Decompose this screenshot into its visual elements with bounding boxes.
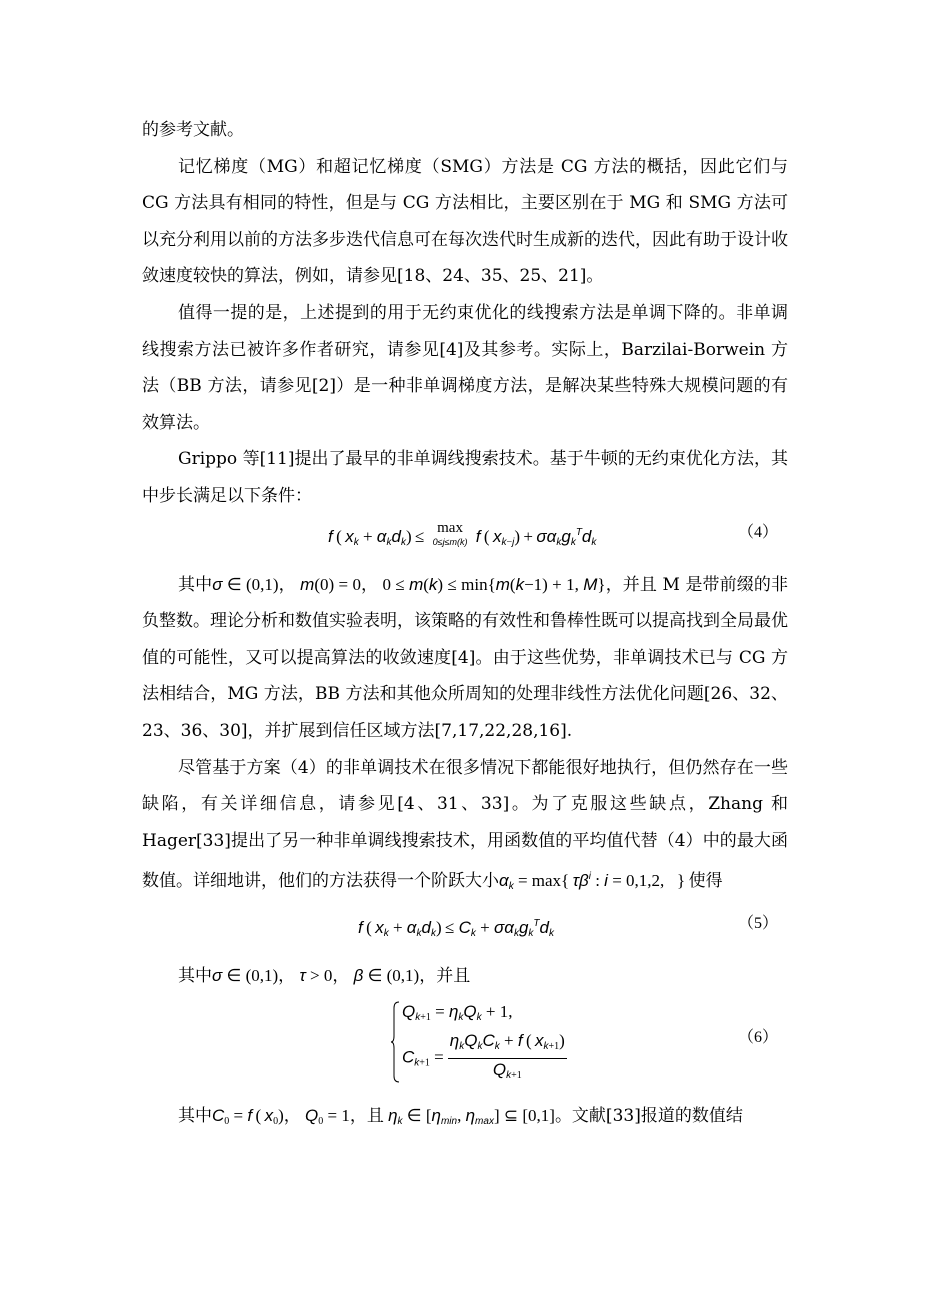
paragraph-3: Grippo 等[11]提出了最早的非单调线搜索技术。基于牛顿的无约束优化方法，其中步长满足以下条件：: [142, 449, 788, 506]
paragraph-7: 其中$C_0 = f$ ( $x_0$)， $Q_0 = 1$，且 $\eta_k$ ∈ [$\eta_{min}$, $\eta_{max}$] ⊆ [0,1]。文献[33]报道的数值结: [178, 1106, 743, 1128]
inline-math: $C_0 = f$ ( $x_0$)， $Q_0 = 1$，且 $\eta_k$ ∈ [$\eta_{min}$, $\eta_{max}$] ⊆ [0,1]: [212, 1106, 555, 1128]
equation-6-number: （6）: [737, 1029, 778, 1047]
paragraph-1: 记忆梯度（MG）和超记忆梯度（SMG）方法是 CG 方法的概括，因此它们与 CG 方法具有相同的特性，但是与 CG 方法相比，主要区别在于 MG 和 SMG 方法可以充分利用以前的方法多步迭代信息可在每次迭代时生成新的迭代，因此有助于设计收敛速度较快的算法，例如，请参见[18、24、35、25、21]。: [142, 156, 788, 287]
paragraph-6: 其中σ ∈ (0,1)， τ > 0， β ∈ (0,1)，并且: [178, 965, 471, 986]
paragraph-4: 其中σ ∈ (0,1)， m(0) = 0， 0 ≤ m(k) ≤ min{m(k−1) + 1, M}，并且 M 是带前缀的非负整数。理论分析和数值实验表明，该策略的有效性和鲁棒性既可以提高找到全局最优值的可能性，又可以提高算法的收敛速度[4]。由于这些优势，非单调技术已与 CG 方法相结合，MG 方法，BB 方法和其他众所周知的处理非线性方法优化问题[26、32、23、36、30]，并扩展到信任区域方法[7,17,22,28,16].: [142, 574, 788, 741]
inline-math: $\alpha_k = \max${ $\tau\beta^i$ : i = 0,1,2, }: [499, 871, 686, 893]
paragraph-0: 的参考文献。: [142, 120, 244, 140]
max-operator: max 0≤j≤m(k): [432, 519, 468, 547]
equation-5-line: [142, 908, 788, 952]
equation-4-number: （4）: [737, 523, 778, 541]
paragraph-5: 尽管基于方案（4）的非单调技术在很多情况下都能很好地执行，但仍然存在一些缺陷，有关详细信息，请参见[4、31、33]。为了克服这些缺点，Zhang 和 Hager[33]提出了另一种非单调线搜索技术，用函数值的平均值代替（4）中的最大函数值。详细地讲，他们的方法获得一个阶跃大小$\alpha_k = \max${ $\tau\beta^i$ : i = 0,1,2, } 使得: [142, 757, 788, 893]
equation-6-line: [142, 996, 788, 1092]
document-page: [142, 112, 788, 1141]
inline-math: σ ∈ (0,1)， τ > 0， β ∈ (0,1): [212, 965, 420, 985]
equation-6: [390, 1000, 610, 1084]
equation-4: f ( $x_k + \alpha_kd_k$) ≤ max 0≤j≤m(k) f ( $x_{k-j}) + \sigma\alpha_kg_k^Td_k$: [328, 519, 597, 548]
equation-5-number: （5）: [737, 914, 778, 932]
equation-6-row-2: $C_{k+1}$ = $\frac{\eta_kQ_kC_k + f ( x_{k+1})}{Q_{k+1}}$: [402, 1031, 565, 1082]
left-brace-icon: [390, 1000, 400, 1084]
equation-6-row-1: $Q_{k+1} = \eta_kQ_k + 1$,: [402, 1002, 513, 1024]
equation-4-line: [142, 517, 788, 561]
inline-math: σ ∈ (0,1)， m(0) = 0， 0 ≤ m(k) ≤ min{m(k−1) + 1, M}: [212, 574, 606, 594]
paragraph-2: 值得一提的是，上述提到的用于无约束优化的线搜索方法是单调下降的。非单调线搜索方法已被许多作者研究，请参见[4]及其参考。实际上，Barzilai-Borwein 方法（BB 方法，请参见[2]）是一种非单调梯度方法，是解决某些特殊大规模问题的有效算法。: [142, 302, 788, 433]
equation-5: f ( $x_k + \alpha_kd_k) \le C_k + \sigma\alpha_kg_k^Td_k$: [358, 917, 554, 939]
